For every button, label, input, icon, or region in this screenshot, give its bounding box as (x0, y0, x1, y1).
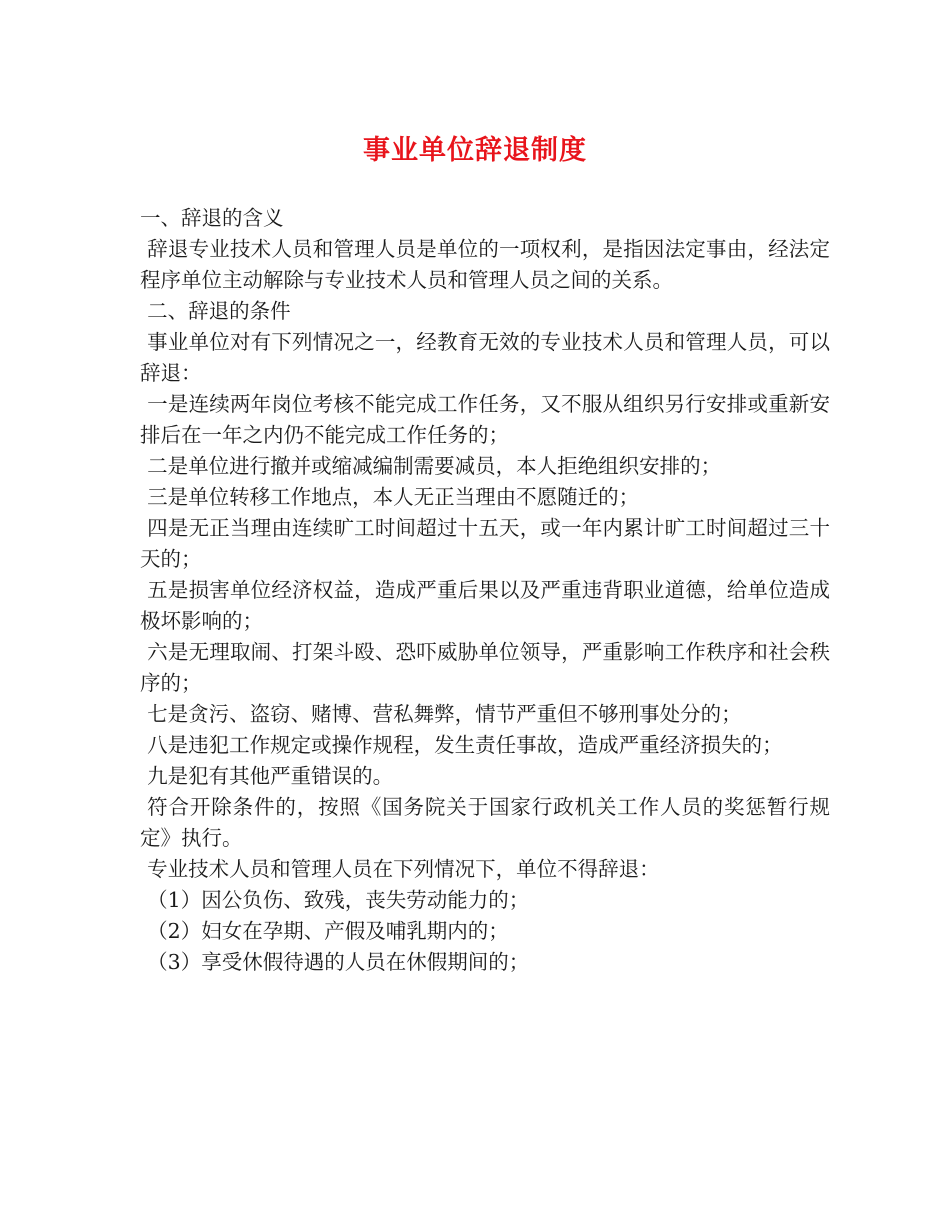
list-item-condition: 一是连续两年岗位考核不能完成工作任务，又不服从组织另行安排或重新安排后在一年之内仍不能完成工作任务的； (140, 392, 830, 447)
list-item-condition: 五是损害单位经济权益，造成严重后果以及严重违背职业道德，给单位造成极坏影响的； (140, 578, 830, 633)
list-item-condition: 七是贪污、盗窃、赌博、营私舞弊，情节严重但不够刑事处分的； (147, 702, 742, 726)
section-heading-meaning: 一、辞退的含义 (140, 206, 284, 230)
document-title: 事业单位辞退制度 (363, 135, 587, 166)
paragraph-conditions-intro: 事业单位对有下列情况之一，经教育无效的专业技术人员和管理人员，可以辞退： (140, 330, 830, 385)
document-body (140, 203, 830, 978)
list-item-exception: （3）享受休假待遇的人员在休假期间的； (147, 950, 530, 974)
list-item-condition: 二是单位进行撤并或缩减编制需要减员，本人拒绝组织安排的； (147, 454, 722, 478)
paragraph-dismissal-rule: 符合开除条件的，按照《国务院关于国家行政机关工作人员的奖惩暂行规定》执行。 (140, 795, 830, 850)
paragraph-exceptions-intro: 专业技术人员和管理人员在下列情况下，单位不得辞退： (147, 857, 660, 881)
paragraph-definition: 辞退专业技术人员和管理人员是单位的一项权利，是指因法定事由，经法定程序单位主动解除与专业技术人员和管理人员之间的关系。 (140, 237, 830, 292)
list-item-exception: （2）妇女在孕期、产假及哺乳期内的； (147, 919, 509, 943)
list-item-condition: 六是无理取闹、打架斗殴、恐吓威胁单位领导，严重影响工作秩序和社会秩序的； (140, 640, 830, 695)
section-heading-conditions: 二、辞退的条件 (147, 299, 291, 323)
list-item-condition: 九是犯有其他严重错误的。 (147, 764, 394, 788)
list-item-condition: 三是单位转移工作地点，本人无正当理由不愿随迁的； (147, 485, 640, 509)
list-item-condition: 四是无正当理由连续旷工时间超过十五天，或一年内累计旷工时间超过三十天的； (140, 516, 830, 571)
list-item-exception: （1）因公负伤、致残，丧失劳动能力的； (147, 888, 530, 912)
list-item-condition: 八是违犯工作规定或操作规程，发生责任事故，造成严重经济损失的； (147, 733, 783, 757)
